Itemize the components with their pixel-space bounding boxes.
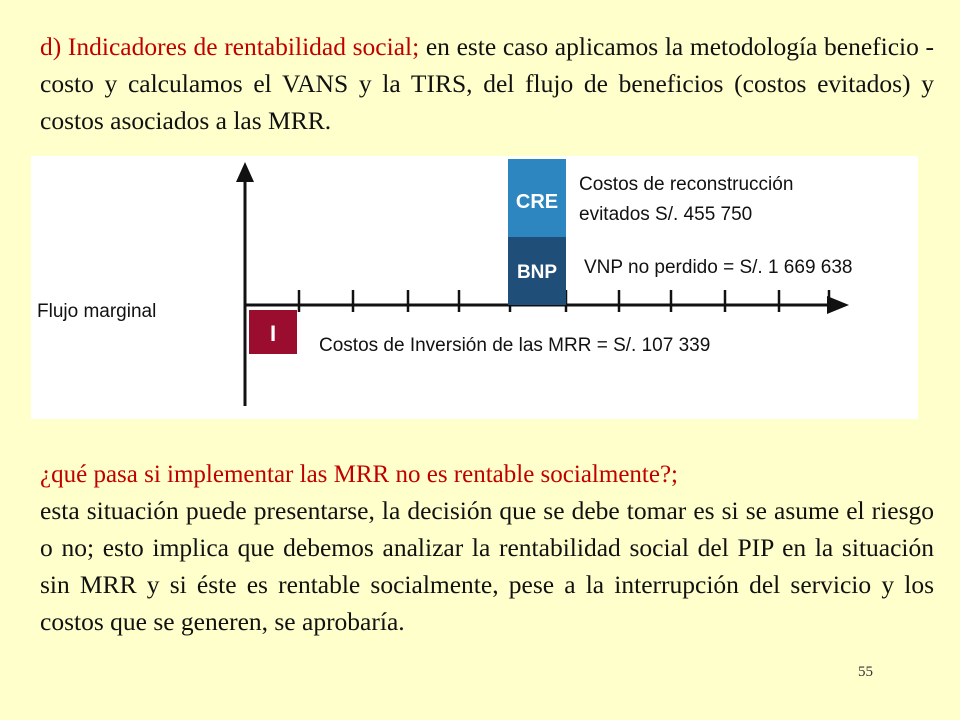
cre-description-line1: Costos de reconstrucción <box>579 174 794 195</box>
cre-description-line2: evitados S/. 455 750 <box>579 204 753 225</box>
cash-flow-diagram-svg <box>31 156 918 419</box>
bnp-description: VNP no perdido = S/. 1 669 638 <box>584 257 853 278</box>
horizontal-axis-arrow <box>827 296 849 314</box>
investment-description: Costos de Inversión de las MRR = S/. 107 339 <box>319 335 711 356</box>
explanation-paragraph: esta situación puede presentarse, la decisión que se debe tomar es si se asume el riesgo o no; esto implica que debemos analizar la rentabilidad social del PIP en la situación sin MRR y si éste es rentable socialmente, pese a la interrupción del servicio y los costos que se generen, se aprobaría. <box>40 496 934 636</box>
intro-text: en este caso aplicamos la metodología beneficio - costo y calculamos el VANS y la TIRS, del flujo de beneficios (costos evitados) y costos asociados a las MRR. <box>40 32 935 135</box>
intro-heading: d) Indicadores de rentabilidad social; <box>40 32 420 61</box>
cash-flow-diagram <box>31 156 918 419</box>
vertical-axis-arrow <box>236 162 254 182</box>
page-number: 55 <box>858 664 873 680</box>
bnp-box-label: BNP <box>516 262 558 283</box>
intro-paragraph <box>40 28 934 139</box>
cre-box-label: CRE <box>515 191 559 213</box>
question-text: ¿qué pasa si implementar las MRR no es rentable socialmente?; <box>40 461 679 488</box>
investment-box-label: I <box>269 321 277 346</box>
axis-label: Flujo marginal <box>37 301 157 322</box>
